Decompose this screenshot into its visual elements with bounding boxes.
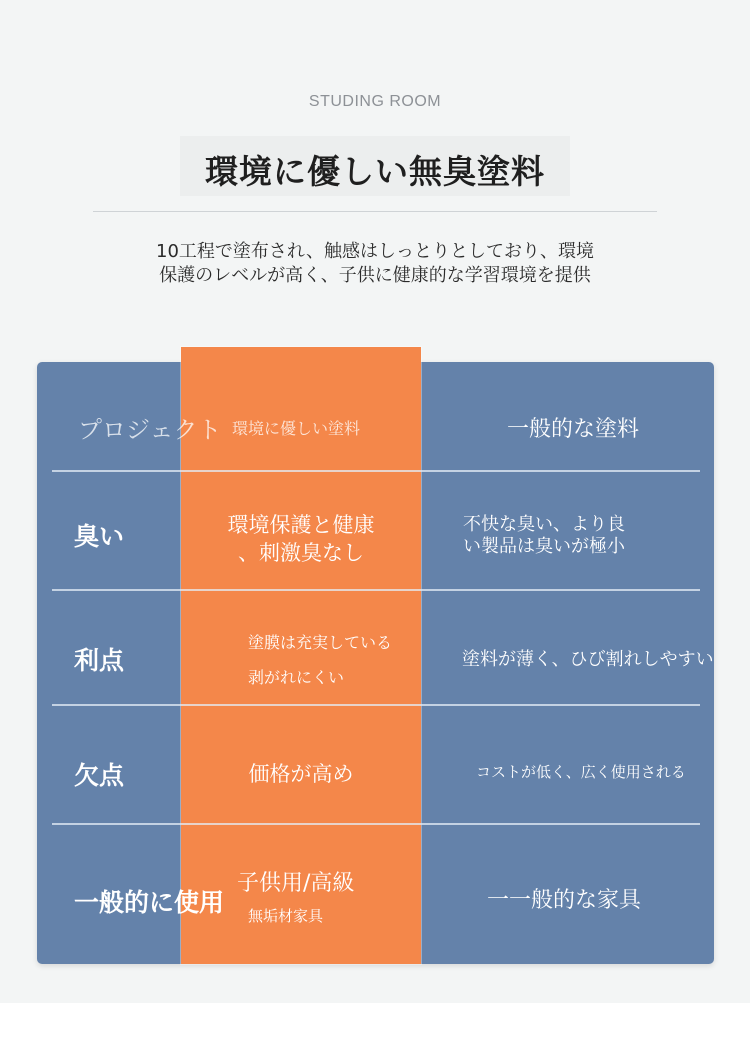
row-divider — [52, 704, 700, 706]
row-divider — [52, 589, 700, 591]
general-use-cell: 一一般的な家具 — [487, 888, 642, 913]
row-label-typical-use: 一般的に使用 — [74, 888, 225, 917]
cell-line: 価格が高め — [248, 762, 354, 786]
eco-advantages-cell — [248, 625, 392, 695]
cell-line: コストが低く、広く使用される — [476, 763, 686, 781]
eco-use-sub: 無垢材家具 — [248, 907, 324, 925]
eco-use-main: 子供用/高級 — [237, 871, 355, 896]
cell-line: 不快な臭い、より良 — [463, 514, 625, 535]
eyebrow-text: STUDING ROOM — [308, 93, 442, 110]
description — [0, 240, 750, 288]
cell-line: 剥がれにくい — [248, 668, 345, 687]
header-general-paint: 一般的な塗料 — [506, 417, 639, 442]
general-advantages-cell — [462, 645, 714, 671]
description-line: 保護のレベルが高く、子供に健康的な学習環境を提供 — [159, 265, 591, 286]
cell-line: い製品は臭いが極小 — [463, 536, 625, 557]
page-title: 環境に優しい無臭塗料 — [205, 152, 545, 191]
header-eco-paint: 環境に優しい塗料 — [232, 419, 361, 438]
cell-line: 塗料が薄く、ひび割れしやすい — [462, 649, 714, 670]
general-disadvantages-cell — [476, 761, 686, 782]
description-line: 10工程で塗布され、触感はしっとりとしており、環境 — [156, 241, 594, 262]
cell-line: 環境保護と健康 — [227, 513, 375, 537]
eco-smell-cell — [181, 511, 421, 567]
cell-line: 、刺激臭なし — [238, 541, 364, 565]
title-divider — [93, 211, 657, 212]
row-label-disadvantages: 欠点 — [74, 761, 125, 790]
general-smell-cell — [463, 514, 625, 558]
row-divider — [52, 823, 700, 825]
eco-disadvantages-cell — [181, 758, 421, 788]
header-project: プロジェクト — [78, 416, 222, 444]
row-divider — [52, 470, 700, 472]
cell-line: 塗膜は充実している — [248, 633, 393, 652]
row-label-smell: 臭い — [74, 522, 125, 551]
row-label-advantages: 利点 — [74, 646, 125, 675]
